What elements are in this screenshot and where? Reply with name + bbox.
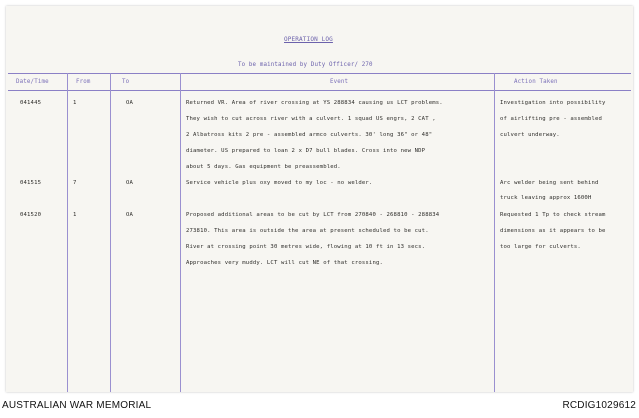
column-divider-3 (180, 73, 181, 392)
entry-event-line: Approaches very muddy. LCT will cut NE of that crossing. (186, 260, 383, 266)
column-header-from: From (76, 79, 91, 85)
entry-event-line: Returned VR. Area of river crossing at YS 288834 causing us LCT problems. (186, 100, 443, 106)
entry-from: 1 (73, 212, 77, 218)
entry-datetime: 041445 (20, 100, 42, 106)
entry-action-line: too large for culverts. (500, 244, 581, 250)
entry-action-line: culvert underway. (500, 132, 560, 138)
entry-datetime: 041520 (20, 212, 42, 218)
entry-event-line: Proposed additional areas to be cut by LCT from 270840 - 268810 - 288834 (186, 212, 440, 218)
entry-datetime: 041515 (20, 180, 42, 186)
entry-to: OA (126, 100, 134, 106)
entry-action-line: truck leaving approx 1600H (500, 195, 592, 201)
entry-event-line: 2 Albatross kits 2 pre - assembled armco culverts. 30' long 36" or 48" (186, 132, 433, 138)
header-bottom-rule (8, 90, 631, 91)
log-title: OPERATION LOG (284, 36, 333, 43)
log-subtitle: To be maintained by Duty Officer/ 270 (238, 62, 373, 68)
entry-event-line: River at crossing point 30 metres wide, flowing at 10 ft in 13 secs. (186, 244, 426, 250)
column-divider-4 (494, 73, 495, 392)
entry-event-line: 273810. This area is outside the area at present scheduled to be cut. (186, 228, 429, 234)
column-header-event: Event (330, 79, 349, 85)
entry-to: OA (126, 212, 134, 218)
entry-action-line: Arc welder being sent behind (500, 180, 599, 186)
column-divider-1 (67, 73, 68, 392)
entry-event-line: They wish to cut across river with a culvert. 1 squad US engrs, 2 CAT , (186, 116, 436, 122)
entry-from: 1 (73, 100, 77, 106)
entry-action-line: Investigation into possibility (500, 100, 606, 106)
entry-event-line: about 5 days. Gas equipment be preassembled. (186, 164, 341, 170)
archive-credit: AUSTRALIAN WAR MEMORIAL (2, 400, 152, 411)
column-header-to: To (122, 79, 130, 85)
entry-action-line: dimensions as it appears to be (500, 228, 606, 234)
entry-action-line: Requested 1 Tp to check stream (500, 212, 606, 218)
column-header-datetime: Date/Time (16, 79, 49, 85)
column-divider-2 (110, 73, 111, 392)
entry-event-line: Service vehicle plus oxy moved to my loc - no welder. (186, 180, 373, 186)
entry-action-line: of airlifting pre - assembled (500, 116, 603, 122)
document-page (6, 6, 633, 392)
entry-from: 7 (73, 180, 77, 186)
entry-to: OA (126, 180, 134, 186)
entry-event-line: diameter. US prepared to loan 2 x D7 bull blades. Cross into new NDP (186, 148, 426, 154)
column-header-action: Action Taken (514, 79, 558, 85)
header-top-rule (8, 73, 631, 74)
archive-reference: RCDIG1029612 (562, 400, 636, 411)
